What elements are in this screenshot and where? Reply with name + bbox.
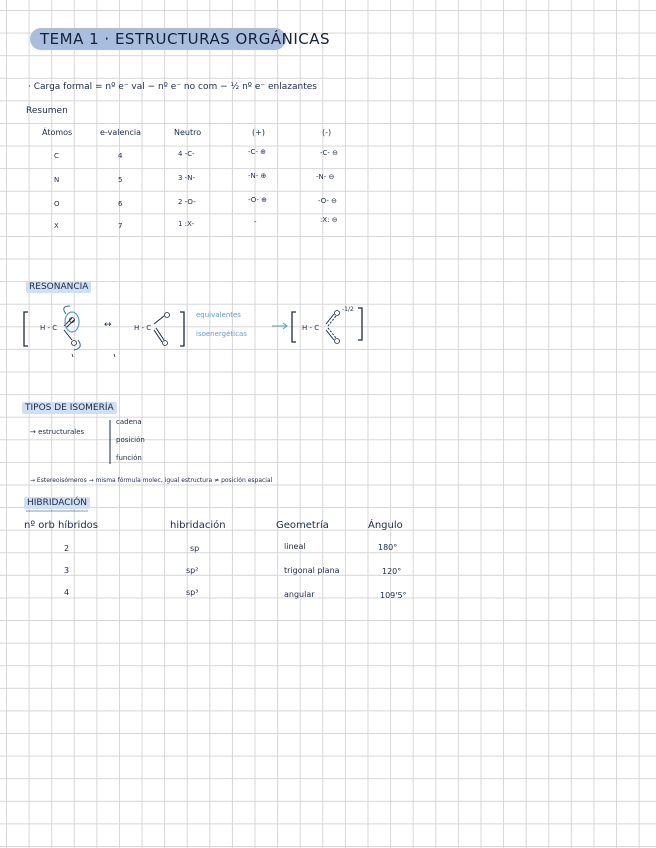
resonance-middle-molecule: H - C — [134, 324, 152, 332]
summary-row-atom: N — [54, 176, 60, 184]
hyb-row-hyb: sp — [190, 544, 200, 553]
hyb-row-n: 3 — [64, 566, 70, 575]
hybridization-heading: HIBRIDACIÓN — [24, 497, 90, 509]
summary-row-neutral: 4 -C- — [178, 150, 195, 158]
resonance-arrow: ↔ — [104, 320, 112, 330]
summary-row-positive: -N- ⊕ — [248, 172, 267, 180]
resonance-heading: RESONANCIA — [26, 281, 91, 293]
summary-row-atom: X — [54, 222, 59, 230]
hyb-row-angle: 109'5° — [380, 591, 407, 600]
summary-row-atom: O — [54, 200, 60, 208]
summary-row-valence: 6 — [118, 200, 123, 208]
summary-row-valence: 4 — [118, 152, 123, 160]
hyb-header-orbitals: nº orb híbridos — [24, 520, 99, 531]
hyb-row-geo: angular — [284, 590, 315, 599]
hyb-row-hyb: sp³ — [186, 588, 199, 597]
summary-header-positive: (+) — [252, 128, 265, 137]
hyb-row-angle: 180° — [378, 543, 398, 552]
resonance-note-isoenergetic: isoenergéticas — [196, 330, 247, 338]
isomers-stereo: → Estereoisómeros → misma fórmula molec, igual estructura ≠ posición espacial — [30, 477, 273, 484]
summary-header-atoms: Átomos — [42, 128, 73, 137]
hyb-header-angle: Ángulo — [368, 520, 403, 531]
summary-row-valence: 5 — [118, 176, 123, 184]
hyb-row-angle: 120° — [382, 567, 402, 576]
hyb-row-n: 2 — [64, 544, 70, 553]
summary-row-negative: :X: ⊖ — [320, 216, 338, 224]
summary-header-neutral: Neutro — [174, 128, 202, 137]
summary-header-negative: (-) — [322, 128, 332, 137]
summary-row-neutral: 2 -O- — [178, 198, 196, 206]
hyb-header-geometry: Geometría — [276, 520, 329, 531]
resonance-hybrid-molecule: H - C — [302, 324, 320, 332]
page-title: TEMA 1 · ESTRUCTURAS ORGÁNICAS — [40, 30, 331, 48]
isomer-type-item: función — [116, 454, 142, 462]
summary-row-atom: C — [54, 152, 59, 160]
formal-charge-formula: · Carga formal = nº e⁻ val − nº e⁻ no com − ½ nº e⁻ enlazantes — [28, 82, 317, 92]
summary-row-negative: -C- ⊖ — [320, 149, 339, 157]
summary-row-valence: 7 — [118, 222, 123, 230]
isomer-type-item: cadena — [116, 418, 142, 426]
summary-row-neutral: 1 :X- — [178, 220, 195, 228]
resonance-left-molecule: H - C — [40, 324, 58, 332]
summary-row-negative: -O- ⊖ — [318, 197, 338, 205]
isomers-heading: TIPOS DE ISOMERÍA — [22, 402, 117, 414]
resonance-note-equivalent: equivalentes — [196, 311, 241, 319]
summary-heading: Resumen — [26, 106, 68, 116]
summary-row-positive: -O- ⊕ — [248, 196, 268, 204]
summary-row-positive: -C- ⊕ — [248, 148, 267, 156]
hyb-header-hybridization: hibridación — [170, 520, 226, 531]
isomer-type-item: posición — [116, 436, 145, 444]
hyb-row-hyb: sp² — [186, 566, 199, 575]
hyb-row-geo: trigonal plana — [284, 566, 340, 575]
hyb-row-n: 4 — [64, 588, 70, 597]
summary-row-neutral: 3 -N- — [178, 174, 195, 182]
hyb-row-geo: lineal — [284, 542, 306, 551]
summary-row-negative: -N- ⊖ — [316, 173, 335, 181]
resonance-hybrid-charge: -1/2 — [342, 306, 354, 313]
isomers-structural: → estructurales — [30, 428, 85, 436]
summary-header-valence: e-valencia — [100, 128, 141, 137]
summary-row-positive: - — [254, 218, 257, 226]
